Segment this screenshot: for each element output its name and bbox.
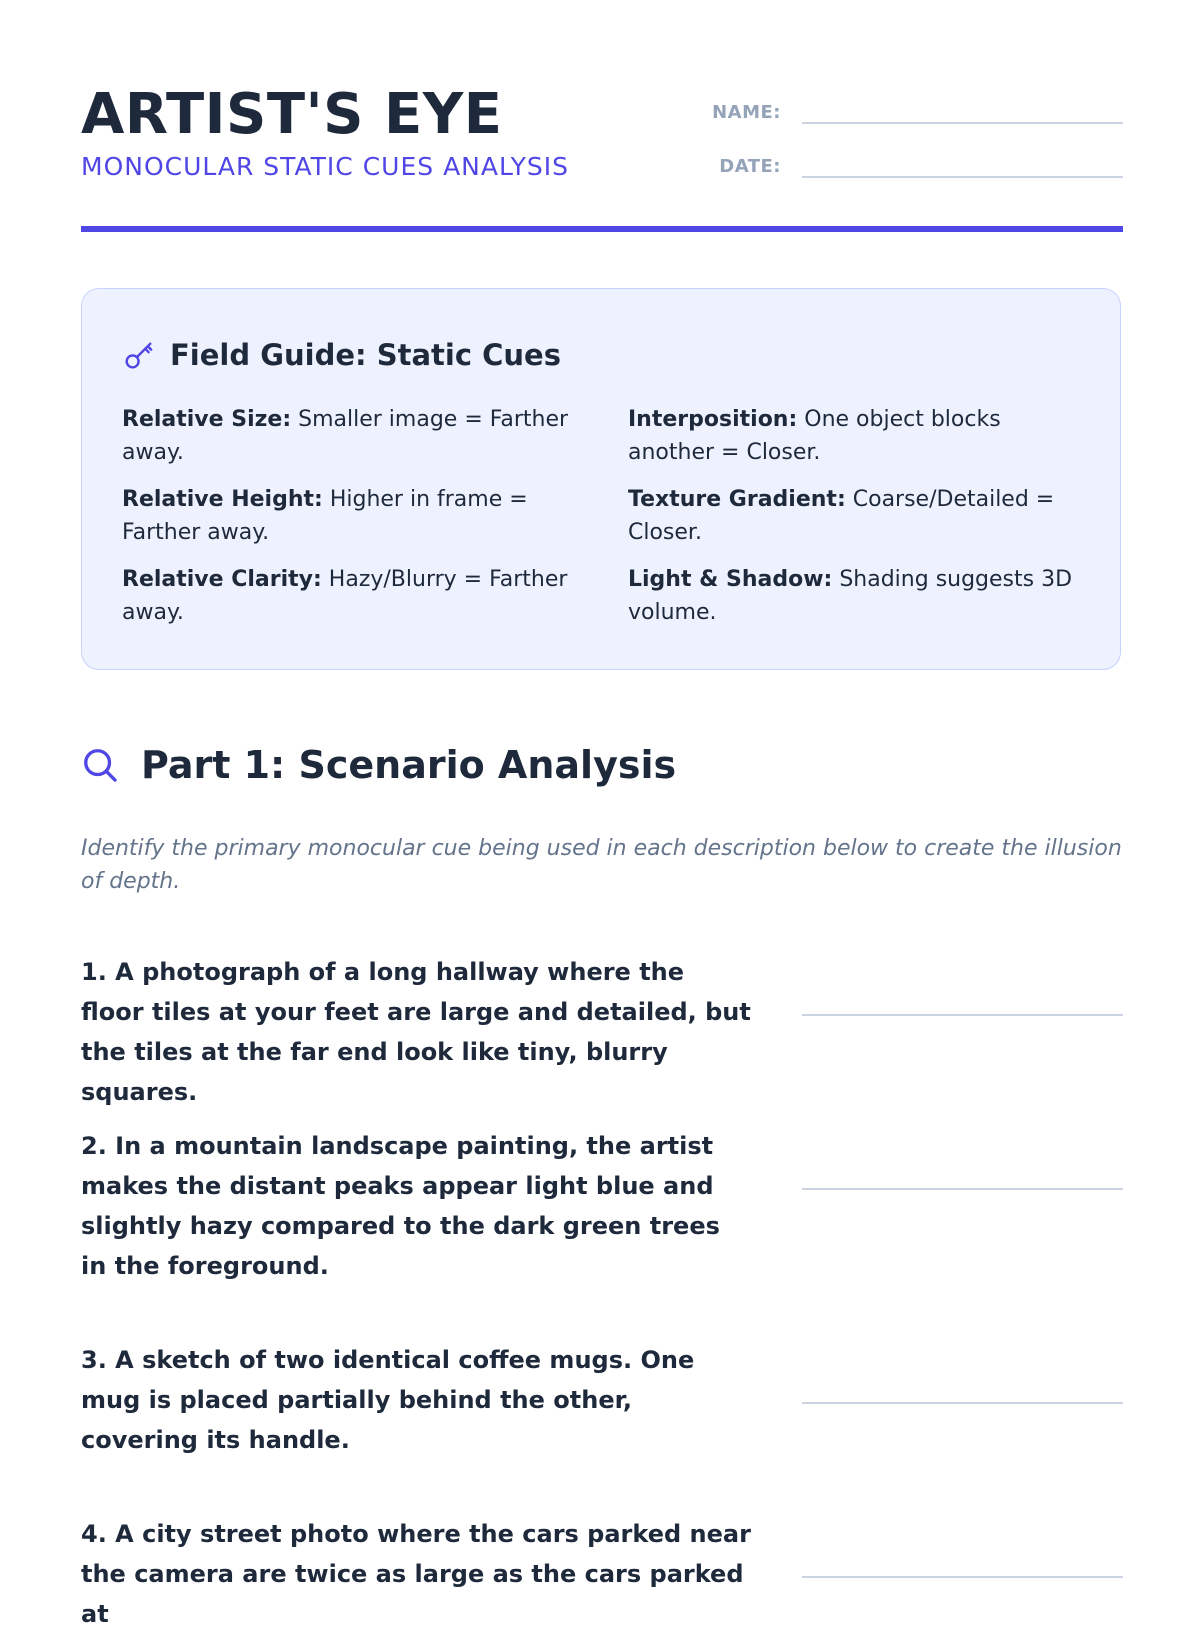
cue-light-shadow [628,563,1086,629]
cue-description: One object blocks another = Closer. [628,407,1001,465]
cue-description: Hazy/Blurry = Farther away. [122,567,568,625]
cue-term: Interposition: [628,407,798,432]
cue-description: Shading suggests 3D volume. [628,567,1073,625]
question-3 [81,1340,1123,1460]
part-1-instructions: Identify the primary monocular cue being used in each description below to create the illusion of depth. [81,836,1122,894]
cue-description: Higher in frame = Farther away. [122,487,528,545]
worksheet-header [81,82,1123,234]
field-guide-box [81,288,1121,670]
answer-line[interactable] [802,1576,1123,1578]
question-text: 2. In a mountain landscape painting, the artist makes the distant peaks appear light blue and slightly hazy compared to the dark green trees in the foreground. [81,1132,720,1280]
date-field[interactable] [703,152,1123,182]
part-1-title: Part 1: Scenario Analysis [141,743,677,787]
cue-interposition [628,403,1086,469]
cue-description: Coarse/Detailed = Closer. [628,487,1055,545]
question-text: 1. A photograph of a long hallway where the floor tiles at your feet are large and detailed, but the tiles at the far end look like tiny, blurry squares. [81,958,751,1106]
cue-list [122,403,1082,629]
cue-relative-clarity [122,563,580,629]
page-subtitle: MONOCULAR STATIC CUES ANALYSIS [81,152,569,181]
search-icon [81,746,119,784]
cue-relative-size [122,403,580,469]
header-divider [81,226,1123,232]
cue-description: Smaller image = Farther away. [122,407,569,465]
name-label: NAME: [712,102,781,123]
cue-texture-gradient [628,483,1086,549]
date-line[interactable] [802,176,1123,178]
key-icon [122,338,156,372]
date-label: DATE: [719,156,781,177]
cue-term: Relative Size: [122,407,292,432]
cue-relative-height [122,483,580,549]
part-1-header [81,740,676,790]
answer-line[interactable] [802,1188,1123,1190]
field-guide-header [122,337,561,373]
question-4 [81,1514,1123,1634]
field-guide-title: Field Guide: Static Cues [170,338,561,372]
question-text: 4. A city street photo where the cars parked near the camera are twice as large as the cars parked at [81,1520,751,1628]
question-1 [81,952,1123,1112]
cue-term: Relative Height: [122,487,323,512]
cue-term: Light & Shadow: [628,567,833,592]
cue-term: Texture Gradient: [628,487,846,512]
name-line[interactable] [802,122,1123,124]
question-2 [81,1126,1123,1286]
cue-term: Relative Clarity: [122,567,322,592]
answer-line[interactable] [802,1402,1123,1404]
page-title: ARTIST'S EYE [81,82,503,147]
answer-line[interactable] [802,1014,1123,1016]
name-field[interactable] [703,98,1123,128]
question-text: 3. A sketch of two identical coffee mugs. One mug is placed partially behind the other, covering its handle. [81,1346,695,1454]
